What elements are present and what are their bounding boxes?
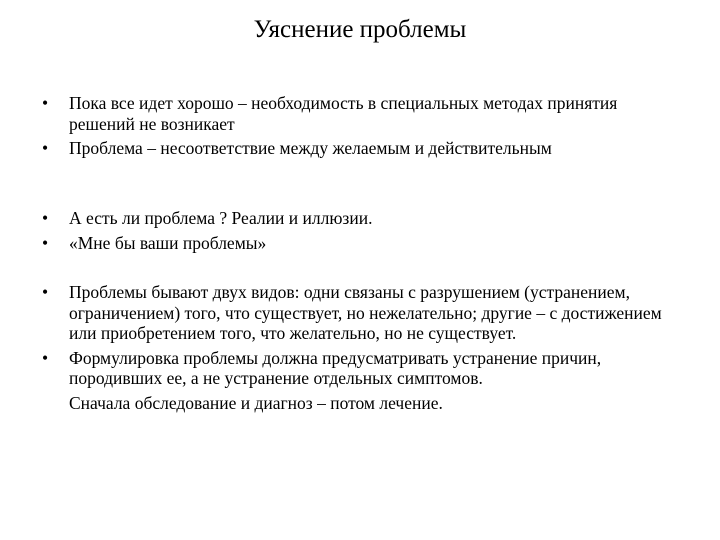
slide-title: Уяснение проблемы: [253, 16, 467, 43]
bullet-item: [42, 233, 682, 254]
bullet-icon: •: [42, 347, 49, 368]
bullet-group-2: [42, 208, 682, 257]
bullet-icon: •: [42, 208, 49, 228]
bullet-item: [42, 348, 682, 389]
bullet-icon: •: [42, 93, 49, 113]
bullet-item: [42, 138, 682, 159]
bullet-item: [42, 282, 682, 344]
bullet-group-3: [42, 282, 682, 413]
bullet-item: [42, 208, 682, 229]
bullet-icon: •: [42, 138, 49, 158]
bullet-icon: •: [42, 282, 49, 302]
bullet-text: Проблема – несоответствие между желаемым и действительным: [69, 138, 552, 158]
bullet-text: А есть ли проблема ? Реалии и иллюзии.: [69, 208, 373, 228]
bullet-text: «Мне бы ваши проблемы»: [69, 232, 267, 253]
bullet-item: [42, 93, 682, 134]
continuation-text: Сначала обследование и диагноз – потом лечение.: [69, 392, 443, 413]
bullet-text: Пока все идет хорошо – необходимость в специальных методах принятия решений не возникает: [69, 93, 618, 134]
bullet-icon: •: [42, 232, 49, 253]
bullet-group-1: [42, 93, 682, 163]
bullet-text: Формулировка проблемы должна предусматривать устранение причин, породивших ее, а не устранение отдельных симптомов.: [69, 347, 602, 388]
bullet-text: Проблемы бывают двух видов: одни связаны с разрушением (устранением, ограничением) того, что существует, но нежелательно; другие – с достижением или приобретением того, что желательно, но не существует.: [69, 282, 662, 343]
